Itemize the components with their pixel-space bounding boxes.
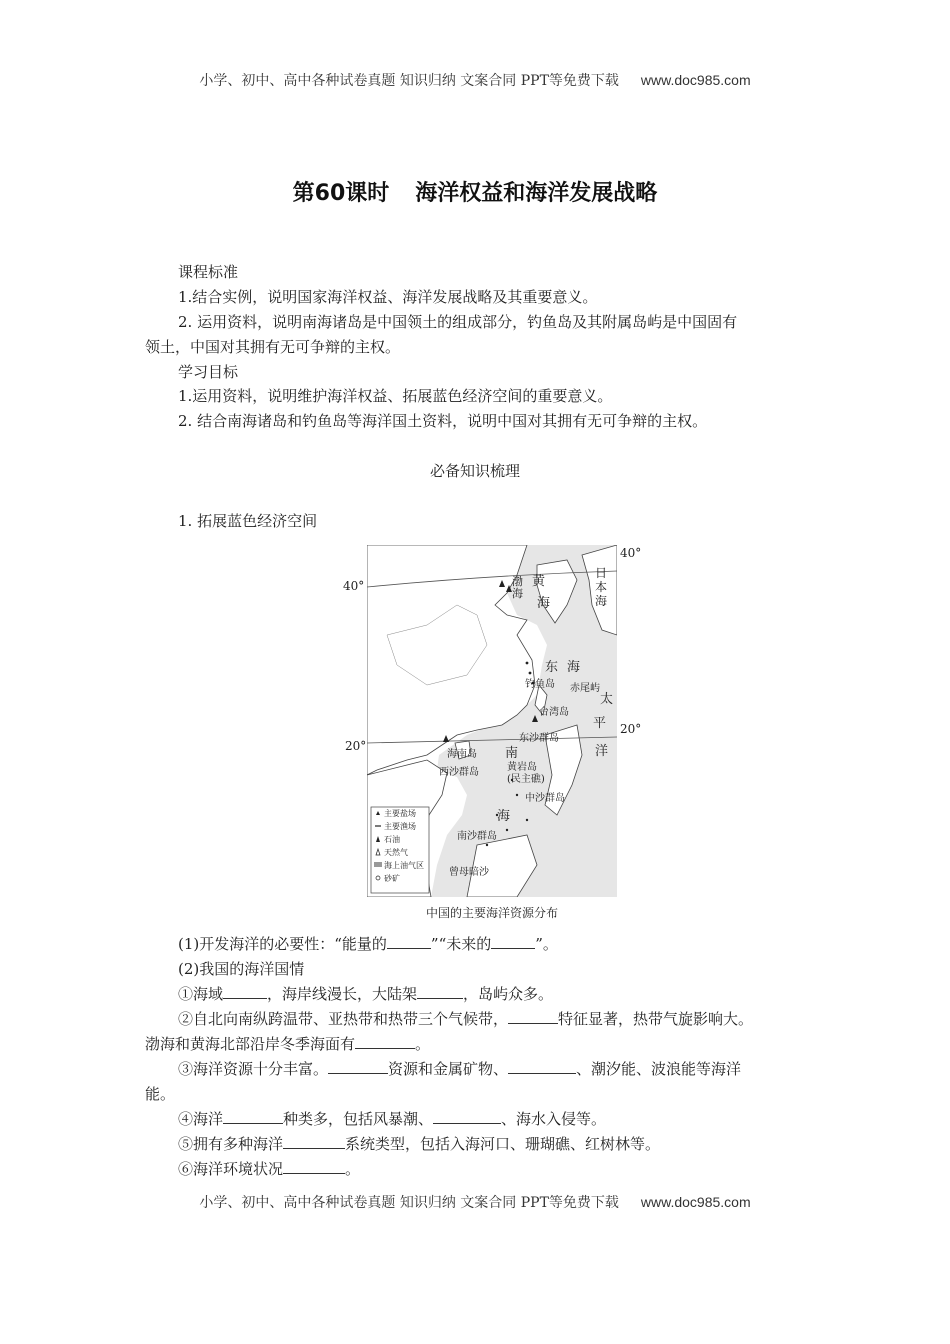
map-label-bohai: 渤 bbox=[512, 575, 523, 588]
page-header bbox=[0, 70, 950, 90]
blank-input[interactable] bbox=[328, 1059, 388, 1074]
map-label-xisha: 西沙群岛 bbox=[439, 767, 479, 778]
title-lesson: 第60课时 bbox=[292, 181, 390, 206]
map-label-riben2: 本 bbox=[595, 580, 608, 594]
map-label-nansha: 南沙群岛 bbox=[457, 831, 497, 842]
blank-input[interactable] bbox=[283, 1159, 345, 1174]
question-2-1: ①海域 ，海岸线漫长，大陆架 ，岛屿众多。 bbox=[178, 985, 554, 1003]
legend-salt: 主要盐场 bbox=[384, 809, 416, 818]
legend-oil: 石油 bbox=[384, 835, 400, 844]
map-label-zengmu: 曾母暗沙 bbox=[449, 867, 489, 878]
question-2-3: ③海洋资源十分丰富。 资源和金属矿物、 、潮汐能、波浪能等海洋 bbox=[178, 1060, 742, 1078]
legend-placer: 砂矿 bbox=[384, 874, 400, 883]
standards-heading: 课程标准 bbox=[178, 263, 239, 281]
blank-input[interactable] bbox=[508, 1009, 558, 1024]
lat40-left: 40° bbox=[343, 579, 365, 593]
legend-fishery: 主要渔场 bbox=[384, 822, 416, 831]
standards-item-2a: 2. 运用资料，说明南海诸岛是中国领土的组成部分，钓鱼岛及其附属岛屿是中国固有 bbox=[178, 313, 738, 331]
footer-text: 小学、初中、高中各种试卷真题 知识归纳 文案合同 PPT等免费下载 bbox=[199, 1195, 619, 1211]
map-label-yang: 洋 bbox=[595, 744, 609, 759]
blank-input[interactable] bbox=[355, 1034, 415, 1049]
map-label-diaoyu: 钓鱼岛 bbox=[525, 679, 555, 690]
map-label-chiwei: 赤尾屿 bbox=[570, 683, 600, 694]
question-1: (1)开发海洋的必要性：“能量的 ”“未来的 ”。 bbox=[178, 935, 558, 953]
page-footer bbox=[0, 1192, 950, 1212]
map-label-hai: 海 bbox=[497, 809, 511, 824]
standards-item-2b: 领土，中国对其拥有无可争辩的主权。 bbox=[145, 338, 401, 356]
standards-item-1: 1.结合实例，说明国家海洋权益、海洋发展战略及其重要意义。 bbox=[178, 288, 598, 306]
section-sub-1: 1. 拓展蓝色经济空间 bbox=[178, 512, 318, 530]
map-label-huang2: 海 bbox=[537, 596, 551, 611]
map-label-ping: 平 bbox=[593, 716, 607, 731]
blank-input[interactable] bbox=[433, 1109, 501, 1124]
blank-input[interactable] bbox=[387, 934, 431, 949]
goals-item-1: 1.运用资料，说明维护海洋权益、拓展蓝色经济空间的重要意义。 bbox=[178, 387, 613, 405]
blank-input[interactable] bbox=[417, 984, 463, 999]
map-label-nan: 南 bbox=[505, 746, 519, 761]
legend-oilgas-zone: 海上油气区 bbox=[384, 861, 424, 870]
map-label-riben1: 日 bbox=[595, 566, 608, 580]
map-label-taiwan: 台湾岛 bbox=[539, 707, 569, 718]
page-title bbox=[0, 176, 950, 207]
goals-heading: 学习目标 bbox=[178, 363, 239, 381]
goals-item-2: 2. 结合南海诸岛和钓鱼岛等海洋国土资料，说明中国对其拥有无可争辩的主权。 bbox=[178, 412, 708, 430]
title-topic: 海洋权益和海洋发展战略 bbox=[415, 181, 658, 206]
map-label-dong2: 海 bbox=[567, 660, 581, 675]
map-legend bbox=[371, 807, 429, 893]
legend-gas: 天然气 bbox=[384, 848, 408, 857]
map-label-huangyan: 黄岩岛 bbox=[507, 762, 537, 773]
question-2-2: ②自北向南纵跨温带、亚热带和热带三个气候带， 特征显著，热带气旋影响大。 bbox=[178, 1010, 754, 1028]
blank-input[interactable] bbox=[223, 1109, 283, 1124]
blank-input[interactable] bbox=[223, 984, 267, 999]
header-site-link[interactable]: www.doc985.com bbox=[640, 72, 751, 88]
map-label-dong: 东 bbox=[545, 660, 559, 675]
footer-site-link[interactable]: www.doc985.com bbox=[640, 1194, 751, 1210]
lat40-right: 40° bbox=[620, 546, 642, 560]
map-label-zhongsha: 中沙群岛 bbox=[525, 793, 565, 804]
blank-input[interactable] bbox=[491, 934, 535, 949]
map-caption: 中国的主要海洋资源分布 bbox=[425, 906, 558, 920]
question-2: (2)我国的海洋国情 bbox=[178, 960, 305, 978]
blank-input[interactable] bbox=[508, 1059, 576, 1074]
ocean-resources-map bbox=[367, 545, 617, 897]
map-label-dongsha: 东沙群岛 bbox=[519, 733, 559, 744]
question-2-5: ⑤拥有多种海洋 系统类型，包括入海河口、珊瑚礁、红树林等。 bbox=[178, 1135, 661, 1153]
lat20-right: 20° bbox=[620, 722, 642, 736]
section-heading: 必备知识梳理 bbox=[429, 462, 520, 480]
map-label-huang: 黄 bbox=[532, 574, 546, 589]
header-text: 小学、初中、高中各种试卷真题 知识归纳 文案合同 PPT等免费下载 bbox=[199, 73, 619, 89]
map-label-minzhu: (民主礁) bbox=[507, 774, 545, 785]
map-label-riben3: 海 bbox=[595, 594, 608, 608]
map-label-bohai2: 海 bbox=[512, 587, 523, 600]
map-label-tai: 太 bbox=[600, 692, 614, 707]
blank-input[interactable] bbox=[283, 1134, 345, 1149]
map-label-hainan: 海南岛 bbox=[447, 749, 477, 760]
question-2-3-cont: 能。 bbox=[145, 1085, 176, 1103]
question-2-4: ④海洋 种类多，包括风暴潮、 、海水入侵等。 bbox=[178, 1110, 607, 1128]
lat20-left: 20° bbox=[345, 739, 367, 753]
question-2-6: ⑥海洋环境状况 。 bbox=[178, 1160, 361, 1178]
question-2-2-cont: 渤海和黄海北部沿岸冬季海面有 。 bbox=[145, 1035, 431, 1053]
